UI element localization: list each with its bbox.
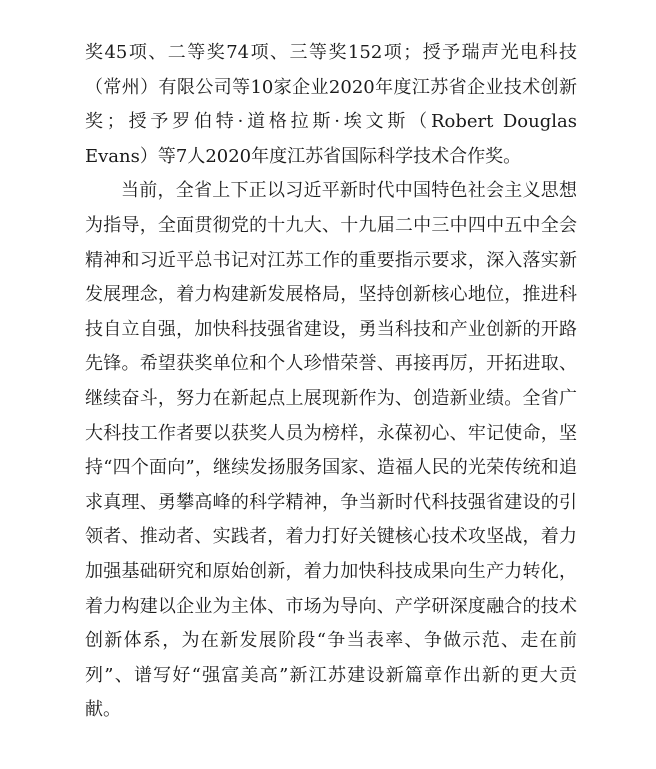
paragraph-call-to-action: 当前，全省上下正以习近平新时代中国特色社会主义思想为指导，全面贯彻党的十九大、十九届二中三中四中五中全会精神和习近平总书记对江苏工作的重要指示要求，深入落实新发展理念，着力构建新发展格局，坚持创新核心地位，推进科技自立自强，加快科技强省建设，勇当科技和产业创新的开路先锋。希望获奖单位和个人珍惜荣誉、再接再厉，开拓进取、继续奋斗，努力在新起点上展现新作为、创造新业绩。全省广大科技工作者要以获奖人员为榜样，永葆初心、牢记使命，坚持“四个面向”，继续发扬服务国家、造福人民的光荣传统和追求真理、勇攀高峰的科学精神，争当新时代科技强省建设的引领者、推动者、实践者，着力打好关键核心技术攻坚战，着力加强基础研究和原始创新，着力加快科技成果向生产力转化，着力构建以企业为主体、市场为导向、产学研深度融合的技术创新体系，为在新发展阶段“争当表率、争做示范、走在前列”、谱写好“强富美高”新江苏建设新篇章作出新的更大贡献。: [85, 180, 577, 721]
paragraph-awards-continuation: 奖45项、二等奖74项、三等奖152项；授予瑞声光电科技（常州）有限公司等10家企业2020年度江苏省企业技术创新奖；授予罗伯特·道格拉斯·埃文斯（Robert Douglas Evans）等7人2020年度江苏省国际科学技术合作奖。: [85, 42, 577, 167]
document-body: [85, 36, 577, 728]
